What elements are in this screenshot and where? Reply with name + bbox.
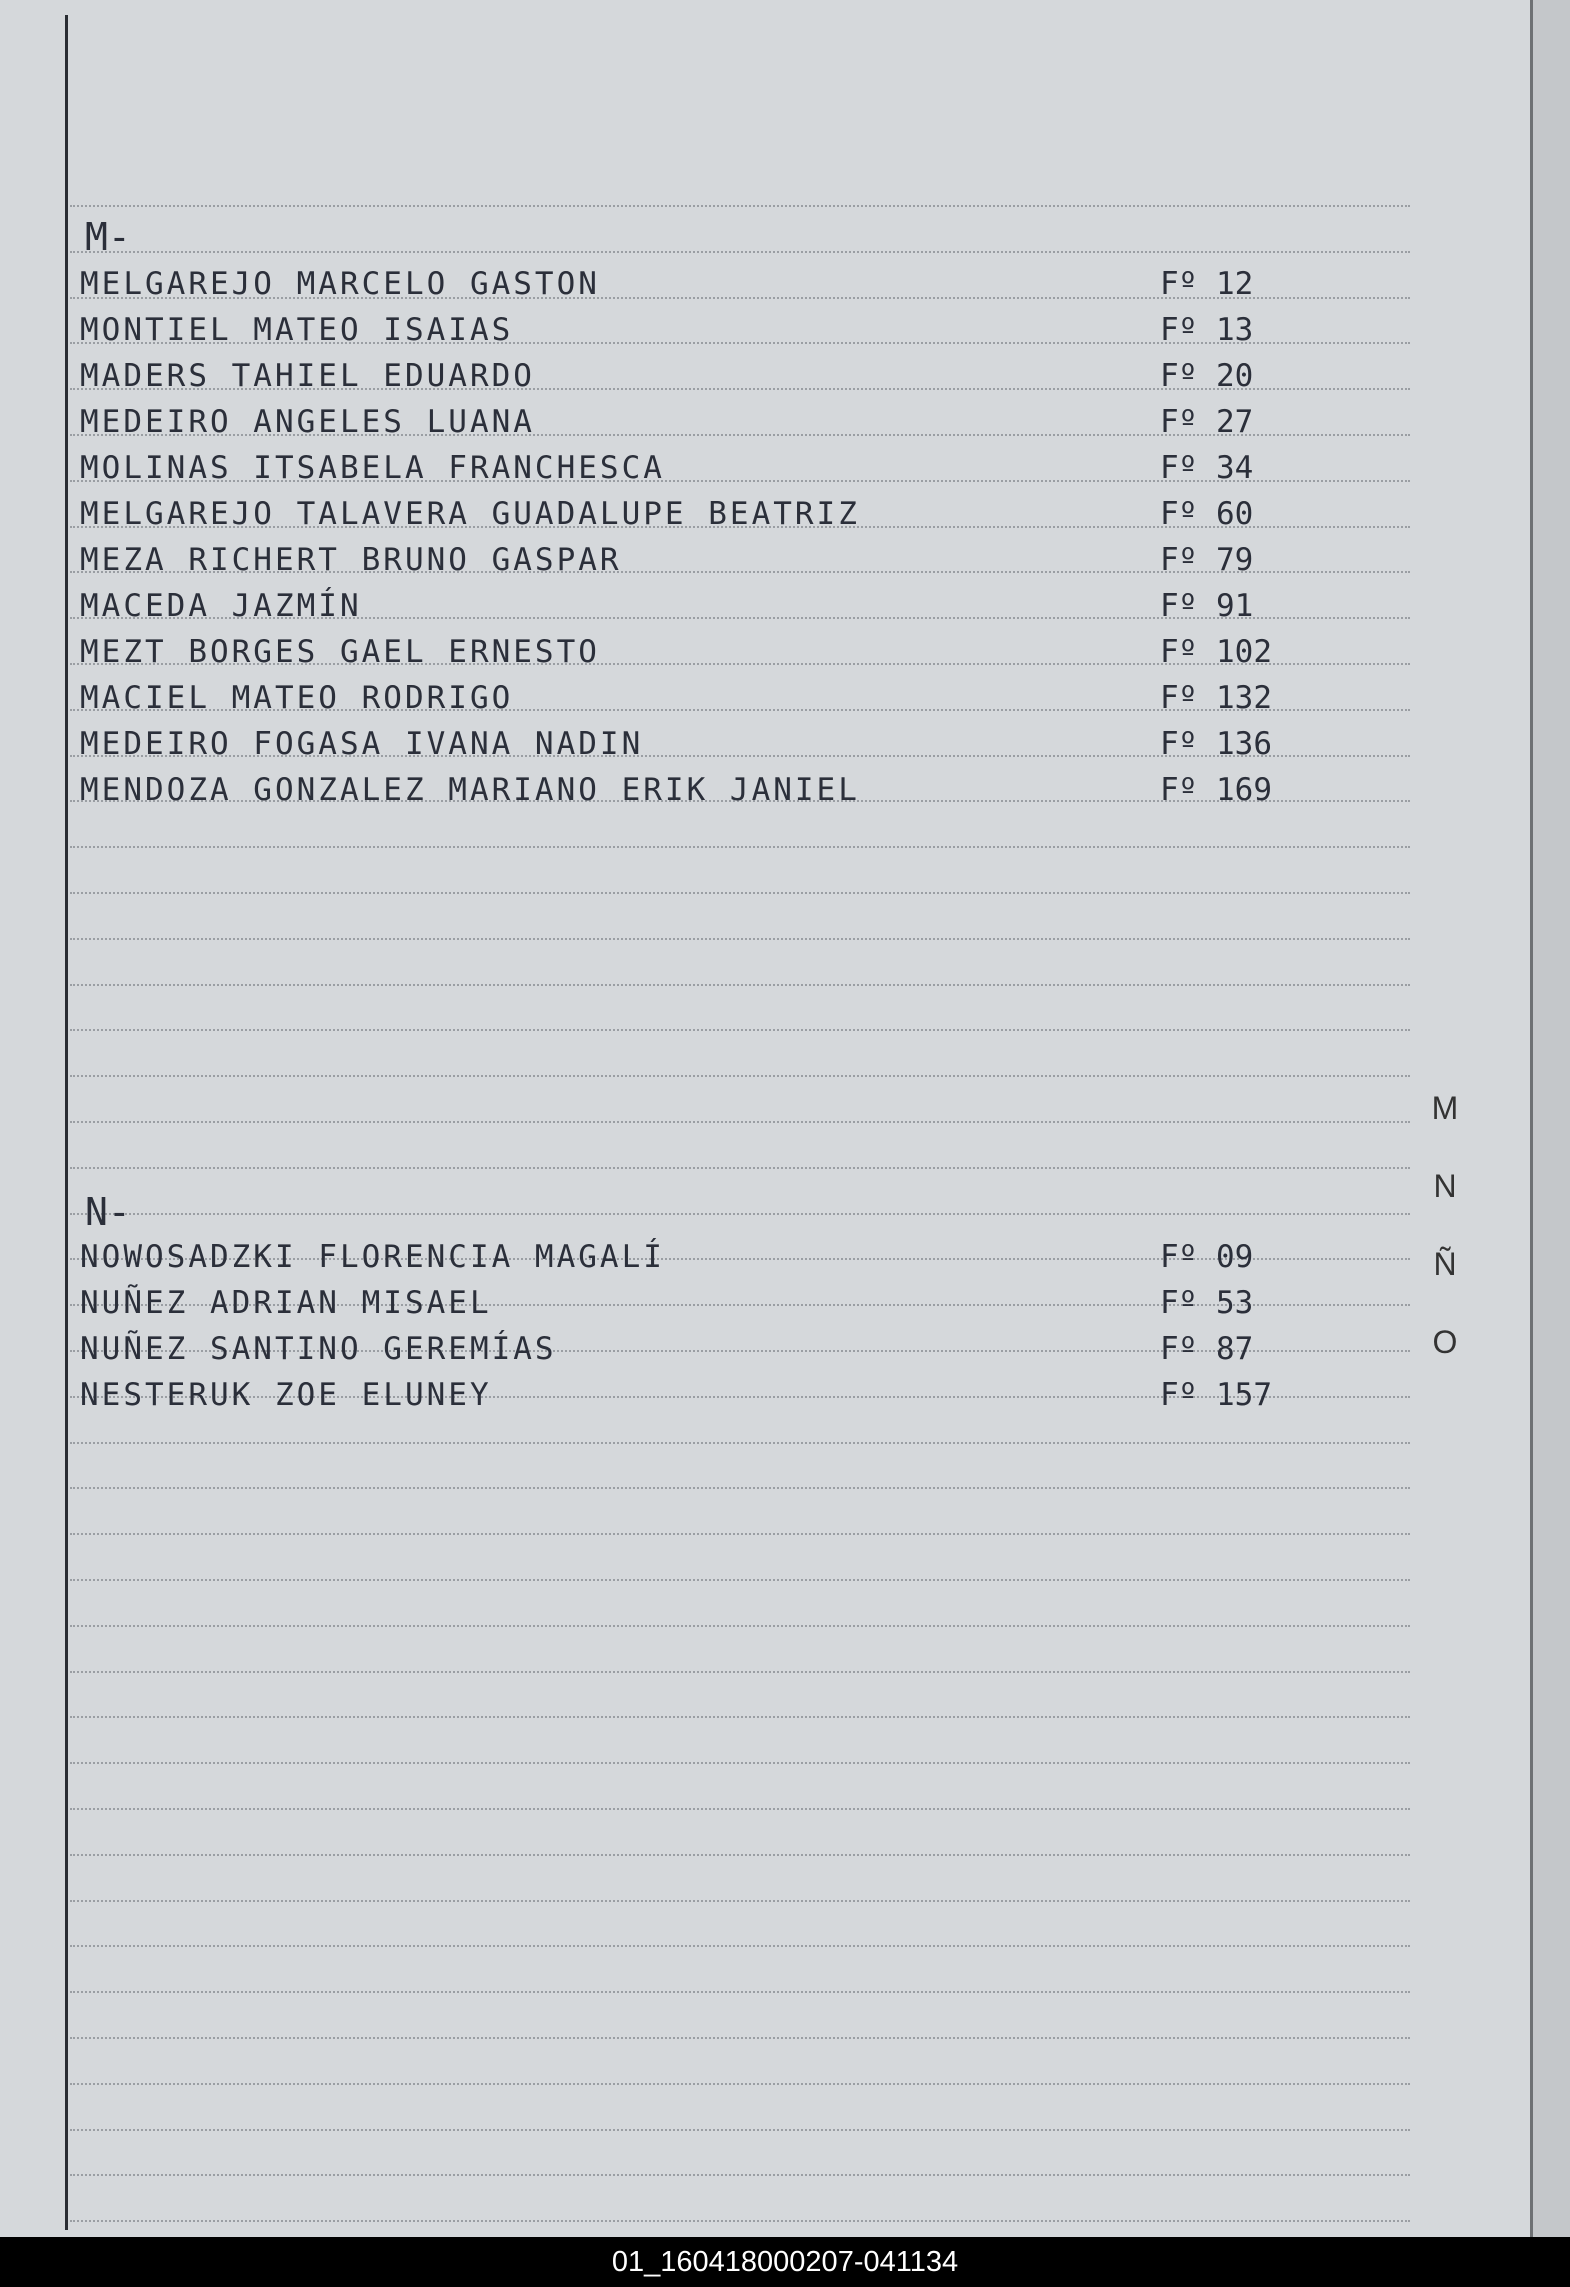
folio-number: Fº 91 bbox=[1160, 588, 1254, 624]
folio-number: Fº 34 bbox=[1160, 450, 1254, 486]
ruled-line bbox=[70, 1991, 1410, 1993]
ruled-line bbox=[70, 1671, 1410, 1673]
ruled-line bbox=[70, 1900, 1410, 1902]
index-tab-m[interactable]: M bbox=[1431, 1090, 1459, 1126]
student-name: NESTERUK ZOE ELUNEY bbox=[80, 1377, 492, 1413]
ruled-line bbox=[70, 1762, 1410, 1764]
ruled-line bbox=[70, 1579, 1410, 1581]
ruled-line bbox=[70, 1487, 1410, 1489]
student-name: MOLINAS ITSABELA FRANCHESCA bbox=[80, 450, 665, 486]
ruled-line bbox=[70, 2129, 1410, 2131]
folio-number: Fº 13 bbox=[1160, 312, 1254, 348]
student-name: NUÑEZ ADRIAN MISAEL bbox=[80, 1285, 492, 1321]
folio-number: Fº 27 bbox=[1160, 404, 1254, 440]
student-name: MENDOZA GONZALEZ MARIANO ERIK JANIEL bbox=[80, 772, 860, 808]
index-tab-n[interactable]: N bbox=[1433, 1168, 1457, 1204]
ruled-line bbox=[70, 1625, 1410, 1627]
ruled-line bbox=[70, 2174, 1410, 2176]
student-name: MEZT BORGES GAEL ERNESTO bbox=[80, 634, 600, 670]
ruled-line bbox=[70, 2037, 1410, 2039]
student-name: NOWOSADZKI FLORENCIA MAGALÍ bbox=[80, 1239, 665, 1275]
student-name: MADERS TAHIEL EDUARDO bbox=[80, 358, 535, 394]
ruled-line bbox=[70, 1808, 1410, 1810]
ruled-line bbox=[70, 1533, 1410, 1535]
ruled-line bbox=[70, 1121, 1410, 1123]
section-m-heading: M- bbox=[85, 215, 131, 259]
ruled-line bbox=[70, 1442, 1410, 1444]
folio-number: Fº 53 bbox=[1160, 1285, 1254, 1321]
ruled-line bbox=[70, 1945, 1410, 1947]
folio-number: Fº 102 bbox=[1160, 634, 1272, 670]
entry-row bbox=[80, 308, 1410, 350]
entry-row bbox=[80, 1373, 1410, 1415]
ruled-line bbox=[70, 251, 1410, 253]
entry-row bbox=[80, 630, 1410, 672]
student-name: MACEDA JAZMÍN bbox=[80, 588, 362, 624]
entry-row bbox=[80, 538, 1410, 580]
alphabet-index bbox=[1420, 1090, 1470, 1402]
entry-row bbox=[80, 446, 1410, 488]
student-name: MEDEIRO ANGELES LUANA bbox=[80, 404, 535, 440]
page-edge bbox=[1530, 0, 1570, 2237]
folio-number: Fº 132 bbox=[1160, 680, 1272, 716]
folio-number: Fº 20 bbox=[1160, 358, 1254, 394]
ruled-line bbox=[70, 846, 1410, 848]
folio-number: Fº 136 bbox=[1160, 726, 1272, 762]
section-n-heading: N- bbox=[85, 1190, 131, 1234]
ruled-line bbox=[70, 205, 1410, 207]
folio-number: Fº 169 bbox=[1160, 772, 1272, 808]
student-name: MEDEIRO FOGASA IVANA NADIN bbox=[80, 726, 644, 762]
entry-row bbox=[80, 768, 1410, 810]
folio-number: Fº 12 bbox=[1160, 266, 1254, 302]
entry-row bbox=[80, 1327, 1410, 1369]
ruled-line bbox=[70, 1075, 1410, 1077]
ruled-line bbox=[70, 984, 1410, 986]
entry-row bbox=[80, 676, 1410, 718]
margin-line bbox=[65, 15, 68, 2230]
ruled-line bbox=[70, 1029, 1410, 1031]
ruled-line bbox=[70, 1716, 1410, 1718]
entry-row bbox=[80, 1235, 1410, 1277]
entry-row bbox=[80, 492, 1410, 534]
folio-number: Fº 09 bbox=[1160, 1239, 1254, 1275]
index-tab-n-tilde[interactable]: Ñ bbox=[1433, 1246, 1457, 1282]
student-name: MONTIEL MATEO ISAIAS bbox=[80, 312, 514, 348]
entry-row bbox=[80, 400, 1410, 442]
ruled-line bbox=[70, 1854, 1410, 1856]
folio-number: Fº 60 bbox=[1160, 496, 1254, 532]
ruled-line bbox=[70, 892, 1410, 894]
scan-caption: 01_160418000207-041134 bbox=[0, 2237, 1570, 2287]
student-name: NUÑEZ SANTINO GEREMÍAS bbox=[80, 1331, 557, 1367]
ruled-line bbox=[70, 1167, 1410, 1169]
folio-number: Fº 87 bbox=[1160, 1331, 1254, 1367]
student-name: MEZA RICHERT BRUNO GASPAR bbox=[80, 542, 622, 578]
entry-row bbox=[80, 722, 1410, 764]
ruled-line bbox=[70, 1213, 1410, 1215]
ruled-line bbox=[70, 2220, 1410, 2222]
folio-number: Fº 157 bbox=[1160, 1377, 1272, 1413]
folio-number: Fº 79 bbox=[1160, 542, 1254, 578]
student-name: MACIEL MATEO RODRIGO bbox=[80, 680, 514, 716]
entry-row bbox=[80, 354, 1410, 396]
entry-row bbox=[80, 584, 1410, 626]
entry-row bbox=[80, 262, 1410, 304]
ruled-line bbox=[70, 2083, 1410, 2085]
student-name: MELGAREJO MARCELO GASTON bbox=[80, 266, 600, 302]
student-name: MELGAREJO TALAVERA GUADALUPE BEATRIZ bbox=[80, 496, 860, 532]
ruled-line bbox=[70, 938, 1410, 940]
entry-row bbox=[80, 1281, 1410, 1323]
index-tab-o[interactable]: O bbox=[1432, 1324, 1458, 1360]
